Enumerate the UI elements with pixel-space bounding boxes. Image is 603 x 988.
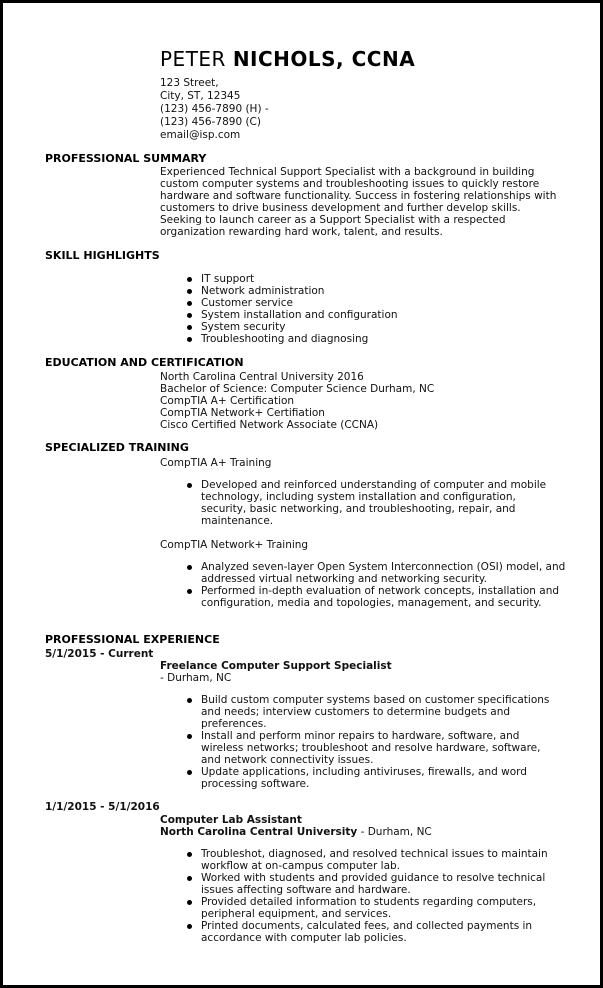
contact-home-phone: (123) 456-7890 (H) - — [160, 103, 269, 115]
job-header — [160, 660, 570, 684]
summary-heading: PROFESSIONAL SUMMARY — [45, 152, 207, 165]
job-dates: 1/1/2015 - 5/1/2016 — [45, 801, 160, 813]
list-item: System installation and configuration — [187, 309, 567, 321]
job-role: Freelance Computer Support Specialist — [160, 660, 392, 672]
list-item: Network administration — [187, 285, 567, 297]
list-item: Provided detailed information to students regarding computers, peripheral equipment, and services. — [187, 896, 563, 920]
training-list — [187, 561, 567, 609]
list-item: System security — [187, 321, 567, 333]
job-header — [160, 814, 570, 838]
list-item: Build custom computer systems based on customer specifications and needs; interview customers to determine budgets and preferences. — [187, 694, 563, 730]
list-item: IT support — [187, 273, 567, 285]
list-item: Update applications, including antiviruses, firewalls, and word processing software. — [187, 766, 563, 790]
job-employer: North Carolina Central University — [160, 826, 358, 838]
list-item: Analyzed seven-layer Open System Interconnection (OSI) model, and addressed virtual networking and networking security. — [187, 561, 567, 585]
list-item: Developed and reinforced understanding of computer and mobile technology, including system installation and configuration, security, basic networking, and troubleshooting, repair, and maintenance. — [187, 479, 563, 527]
skills-list — [187, 273, 567, 345]
candidate-name — [160, 47, 415, 71]
list-item: Printed documents, calculated fees, and collected payments in accordance with computer lab policies. — [187, 920, 563, 944]
education-line: Bachelor of Science: Computer Science Durham, NC — [160, 383, 435, 395]
job-employer-line — [160, 826, 570, 838]
job-location: - Durham, NC — [160, 672, 232, 684]
job-role: Computer Lab Assistant — [160, 814, 302, 826]
list-item: Install and perform minor repairs to hardware, software, and wireless networks; troubleshoot and resolve hardware, software, and network connectivity issues. — [187, 730, 563, 766]
training-course-name: CompTIA A+ Training — [160, 457, 272, 469]
job-bullets — [187, 848, 563, 944]
job-dates: 5/1/2015 - Current — [45, 648, 154, 660]
list-item: Worked with students and provided guidance to resolve technical issues affecting software and hardware. — [187, 872, 563, 896]
summary-text: Experienced Technical Support Specialist with a background in building custom computer systems and troubleshooting issues to quickly restore hardware and software functionality. Success in fostering relationships with customers to drive business development and further develop skills. Seeking to launch career as a Support Specialist with a respected organization rewarding hard work, talent, and results. — [160, 166, 557, 238]
first-name: PETER — [160, 47, 226, 71]
contact-cell-phone: (123) 456-7890 (C) — [160, 116, 261, 128]
contact-email: email@isp.com — [160, 129, 241, 141]
education-line: North Carolina Central University 2016 — [160, 371, 364, 383]
list-item: Customer service — [187, 297, 567, 309]
education-line: Cisco Certified Network Associate (CCNA) — [160, 419, 379, 431]
contact-block — [160, 77, 269, 142]
job-bullets — [187, 694, 563, 790]
education-block — [160, 371, 570, 431]
contact-city: City, ST, 12345 — [160, 90, 241, 102]
education-heading: EDUCATION AND CERTIFICATION — [45, 356, 244, 369]
experience-heading: PROFESSIONAL EXPERIENCE — [45, 633, 220, 646]
education-line: CompTIA A+ Certification — [160, 395, 295, 407]
education-line: CompTIA Network+ Certifiation — [160, 407, 325, 419]
contact-street: 123 Street, — [160, 77, 219, 89]
training-list — [187, 479, 563, 527]
list-item: Troubleshot, diagnosed, and resolved technical issues to maintain workflow at on-campus computer lab. — [187, 848, 563, 872]
training-heading: SPECIALIZED TRAINING — [45, 441, 189, 454]
list-item: Troubleshooting and diagnosing — [187, 333, 567, 345]
job-location: - Durham, NC — [357, 826, 432, 838]
training-course-name: CompTIA Network+ Training — [160, 539, 309, 551]
skills-heading: SKILL HIGHLIGHTS — [45, 249, 160, 262]
list-item: Performed in-depth evaluation of network concepts, installation and configuration, media and topologies, management, and security. — [187, 585, 567, 609]
last-name: NICHOLS, CCNA — [232, 47, 416, 71]
